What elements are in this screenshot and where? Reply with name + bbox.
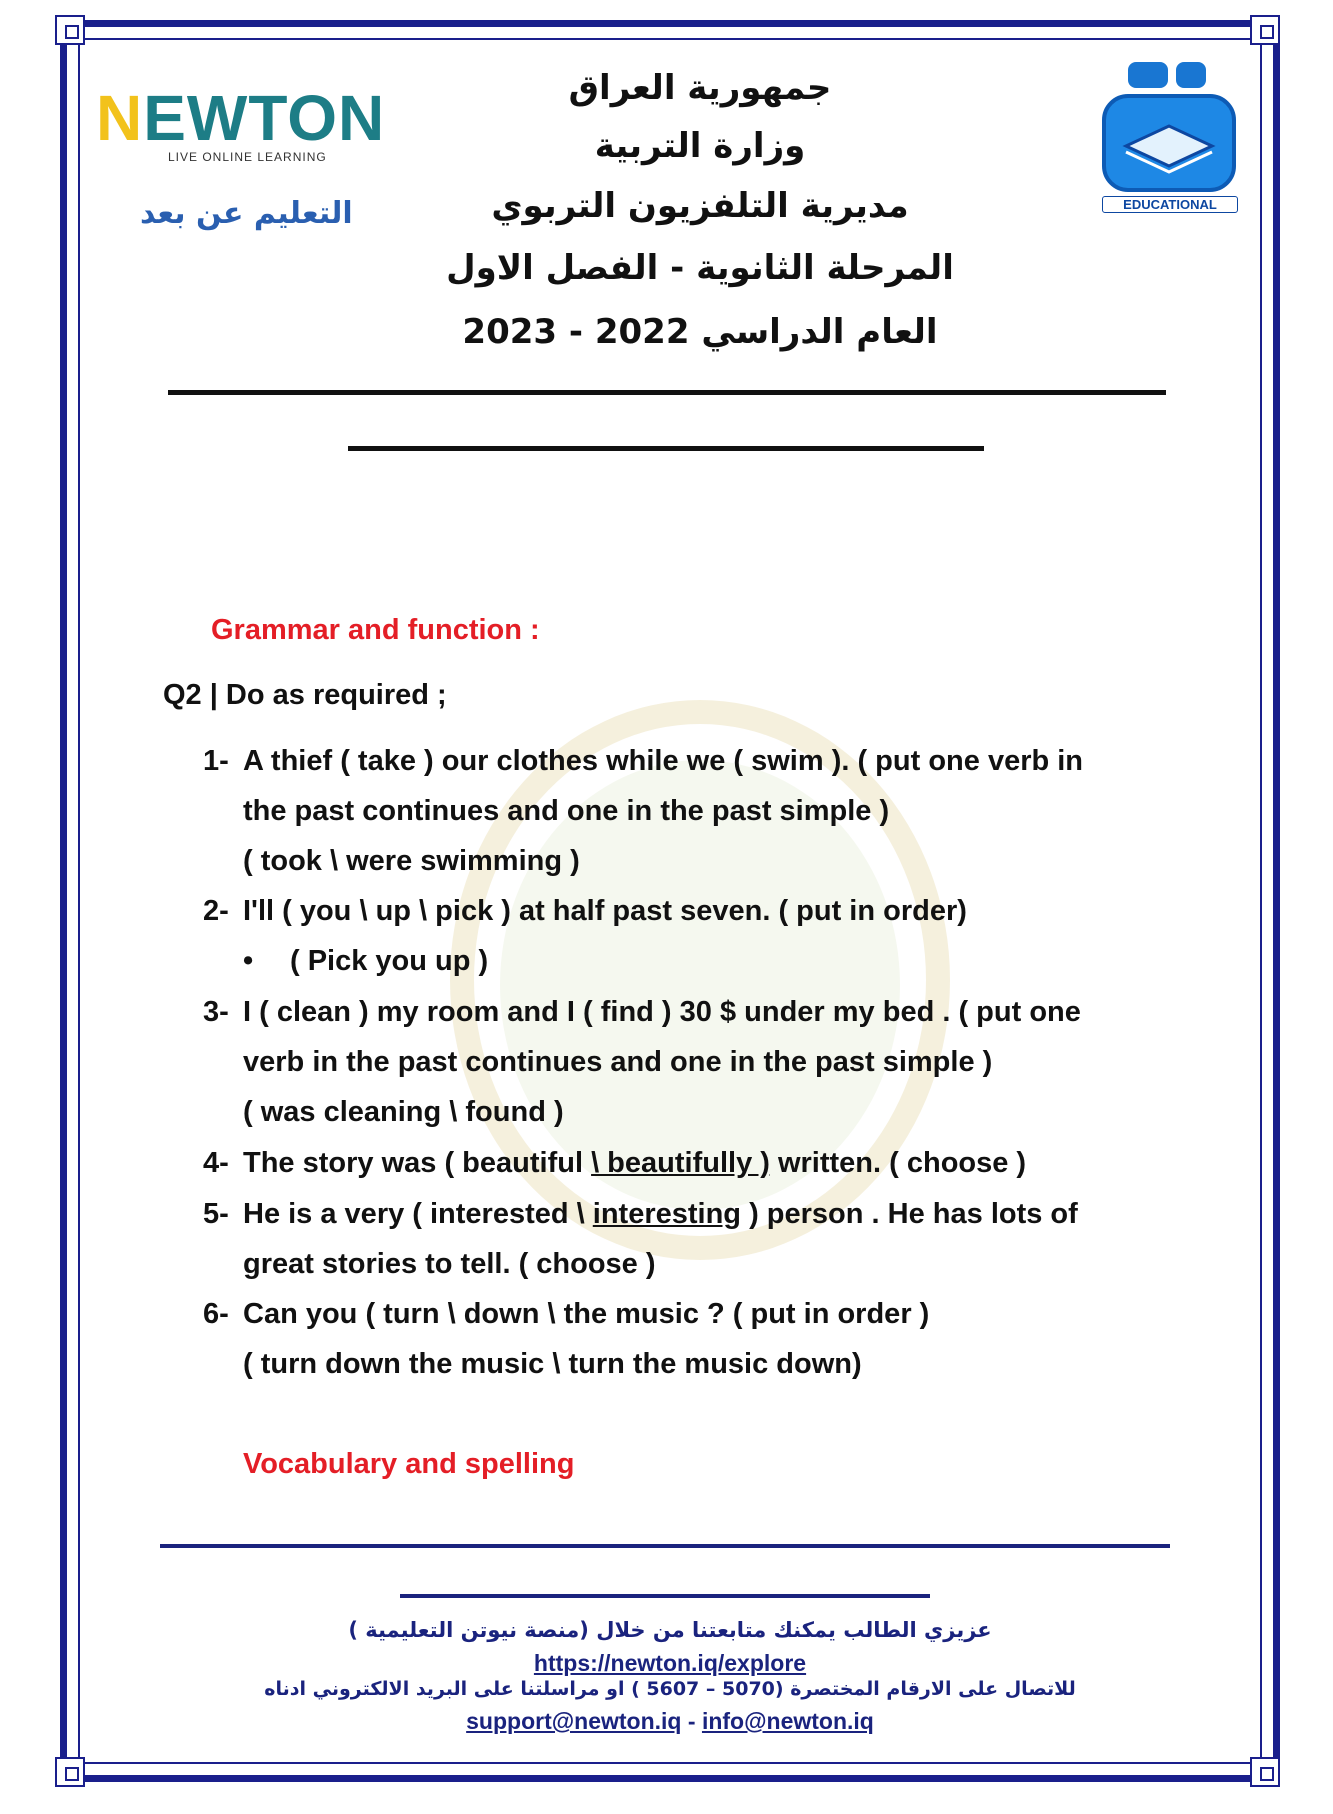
corner-ornament bbox=[55, 1757, 85, 1787]
footer-divider bbox=[160, 1544, 1170, 1548]
logo-pill-icon bbox=[1128, 62, 1168, 88]
item-answer: ( Pick you up ) bbox=[290, 945, 489, 977]
book-screen-icon bbox=[1102, 94, 1236, 192]
item-number: 4- bbox=[203, 1147, 229, 1179]
header-line-directorate: مديرية التلفزيون التربوي bbox=[491, 186, 909, 226]
footer-emails bbox=[200, 1708, 1140, 1735]
item-number: 3- bbox=[203, 996, 229, 1028]
vocabulary-section-title: Vocabulary and spelling bbox=[243, 1448, 575, 1480]
item-answer: ( took \ were swimming ) bbox=[243, 845, 580, 877]
footer-follow-text: عزيزي الطالب يمكنك متابعتنا من خلال (منصة نيوتن التعليمية ) bbox=[348, 1618, 992, 1642]
item-text: A thief ( take ) our clothes while we ( swim ). ( put one verb in bbox=[243, 745, 1084, 777]
newton-logo-word: NEWTON bbox=[96, 82, 386, 154]
email-separator: - bbox=[681, 1708, 702, 1734]
header-line-ministry: وزارة التربية bbox=[594, 126, 806, 166]
info-email-link[interactable]: info@newton.iq bbox=[701, 1708, 874, 1734]
item-text bbox=[243, 1147, 1026, 1180]
item-text-cont: great stories to tell. ( choose ) bbox=[243, 1248, 656, 1280]
item-answer: ( was cleaning \ found ) bbox=[243, 1096, 564, 1128]
item-text: Can you ( turn \ down \ the music ? ( put in order ) bbox=[243, 1298, 930, 1330]
item-number: 1- bbox=[203, 745, 229, 777]
corner-ornament bbox=[55, 15, 85, 45]
grammar-section-title: Grammar and function : bbox=[211, 614, 540, 646]
educational-tv-logo bbox=[1098, 62, 1238, 212]
question-heading: Q2 | Do as required ; bbox=[163, 679, 447, 711]
header-line-year: العام الدراسي 2022 - 2023 bbox=[462, 312, 938, 352]
educational-label: EDUCATIONAL bbox=[1102, 196, 1238, 213]
item-text-pre: He is a very ( interested \ bbox=[243, 1198, 593, 1230]
item-answer-underlined: \ beautifully ) bbox=[591, 1147, 770, 1179]
item-text-post: written. ( choose ) bbox=[769, 1147, 1027, 1179]
header-line-republic: جمهورية العراق bbox=[568, 68, 832, 108]
header-divider-short bbox=[348, 446, 984, 451]
distance-learning-label: التعليم عن بعد bbox=[140, 196, 353, 231]
item-text: I ( clean ) my room and I ( find ) 30 $ under my bed . ( put one bbox=[243, 996, 1081, 1028]
item-text-pre: The story was ( beautiful bbox=[243, 1147, 592, 1179]
footer-contact-text: للاتصال على الارقام المختصرة (5070 – 5607 ) او مراسلتنا على البريد الالكتروني ادناه bbox=[264, 1678, 1076, 1700]
item-answer: ( turn down the music \ turn the music down) bbox=[243, 1348, 862, 1380]
item-number: 6- bbox=[203, 1298, 229, 1330]
corner-ornament bbox=[1250, 1757, 1280, 1787]
header-divider bbox=[168, 390, 1166, 395]
header-line-stage: المرحلة الثانوية - الفصل الاول bbox=[446, 248, 954, 288]
bullet-icon: • bbox=[243, 945, 254, 977]
footer-website-link[interactable]: https://newton.iq/explore bbox=[533, 1650, 807, 1676]
item-answer-underlined: interesting bbox=[592, 1198, 742, 1230]
item-text bbox=[243, 1198, 1078, 1231]
footer-divider-short bbox=[400, 1594, 930, 1598]
newton-logo bbox=[96, 82, 396, 172]
newton-logo-rest: EWTON bbox=[143, 82, 386, 154]
item-number: 5- bbox=[203, 1198, 229, 1230]
newton-logo-tagline: LIVE ONLINE LEARNING bbox=[168, 150, 327, 164]
item-text-post: ) person . He has lots of bbox=[741, 1198, 1078, 1230]
item-text: I'll ( you \ up \ pick ) at half past seven. ( put in order) bbox=[243, 895, 967, 927]
item-number: 2- bbox=[203, 895, 229, 927]
item-text-cont: verb in the past continues and one in the past simple ) bbox=[243, 1046, 993, 1078]
logo-pill-icon bbox=[1176, 62, 1206, 88]
item-text-cont: the past continues and one in the past simple ) bbox=[243, 795, 890, 827]
corner-ornament bbox=[1250, 15, 1280, 45]
open-book-icon bbox=[1106, 98, 1232, 188]
support-email-link[interactable]: support@newton.iq bbox=[466, 1708, 682, 1734]
